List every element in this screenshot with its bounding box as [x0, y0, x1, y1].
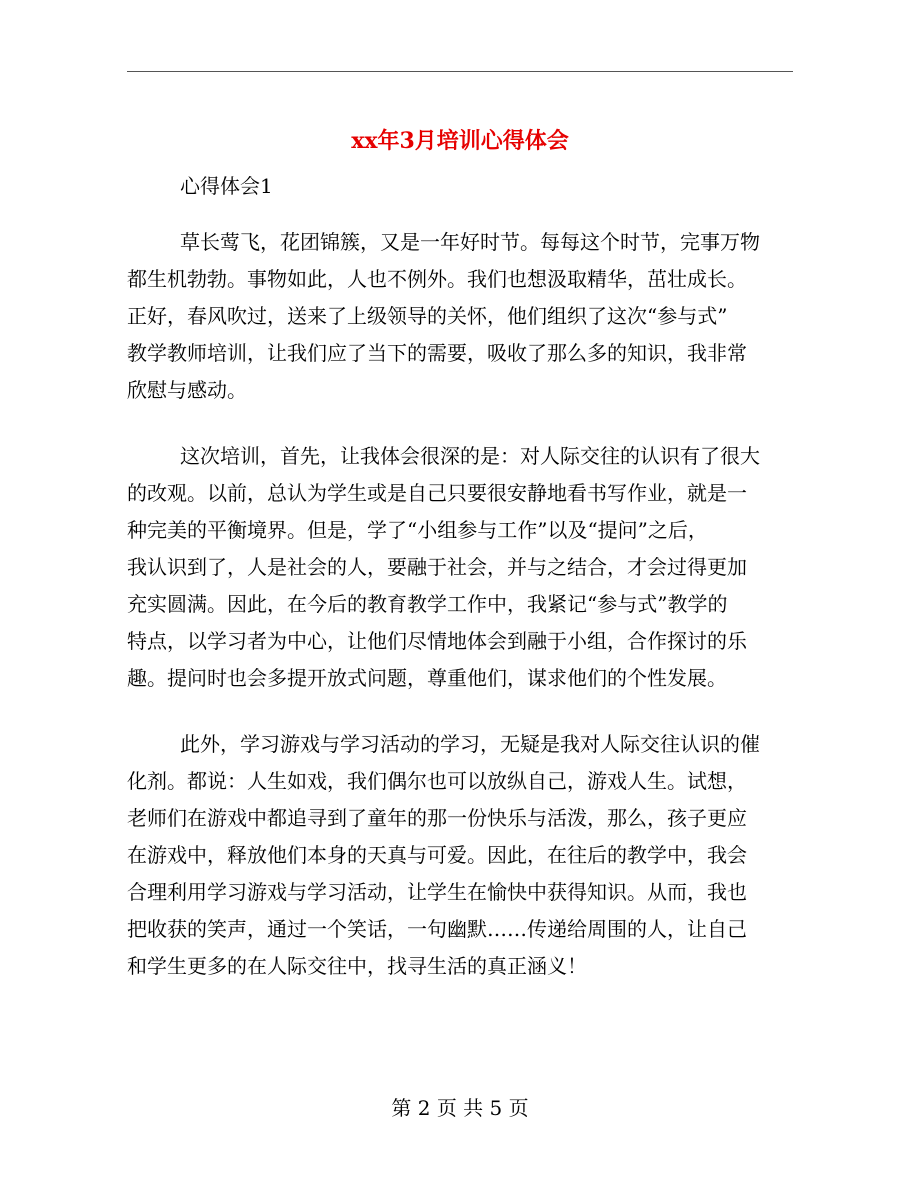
paragraph-3 — [127, 726, 793, 985]
paragraph-line: 合理利用学习游戏与学习活动，让学生在愉快中获得知识。从而，我也 — [127, 880, 747, 904]
header-rule — [127, 71, 793, 72]
paragraph-1 — [127, 224, 793, 409]
paragraph-line: 这次培训，首先，让我体会很深的是：对人际交往的认识有了很大 — [180, 444, 760, 468]
paragraph-line: 在游戏中，释放他们本身的天真与可爱。因此，在往后的教学中，我会 — [127, 843, 747, 867]
paragraph-line: 欣慰与感动。 — [127, 378, 247, 402]
paragraph-line: 我认识到了，人是社会的人，要融于社会，并与之结合，才会过得更加 — [127, 555, 747, 579]
paragraph-2 — [127, 438, 793, 697]
page-number-footer: 第 2 页 共 5 页 — [391, 1096, 529, 1120]
paragraph-line: 充实圆满。因此，在今后的教育教学工作中，我紧记“参与式”教学的 — [127, 592, 728, 616]
paragraph-line: 都生机勃勃。事物如此，人也不例外。我们也想汲取精华，茁壮成长。 — [127, 267, 747, 291]
paragraph-line: 教学教师培训，让我们应了当下的需要，吸收了那么多的知识，我非常 — [127, 341, 747, 365]
paragraph-line: 特点，以学习者为中心，让他们尽情地体会到融于小组，合作探讨的乐 — [127, 629, 747, 653]
paragraph-line: 和学生更多的在人际交往中，找寻生活的真正涵义！ — [127, 954, 587, 978]
document-body — [127, 169, 793, 985]
paragraph-line: 的改观。以前，总认为学生或是自己只要很安静地看书写作业，就是一 — [127, 481, 747, 505]
paragraph-line: 种完美的平衡境界。但是，学了“小组参与工作”以及“提问”之后， — [127, 518, 708, 542]
document-title: xx年3月培训心得体会 — [351, 127, 569, 154]
paragraph-line: 草长莺飞，花团锦簇，又是一年好时节。每每这个时节，完事万物 — [180, 230, 760, 254]
section-heading: 心得体会1 — [180, 174, 273, 198]
paragraph-line: 趣。提问时也会多提开放式问题，尊重他们，谋求他们的个性发展。 — [127, 666, 727, 690]
paragraph-line: 此外，学习游戏与学习活动的学习，无疑是我对人际交往认识的催 — [180, 732, 760, 756]
paragraph-line: 正好，春风吹过，送来了上级领导的关怀，他们组织了这次“参与式” — [127, 304, 728, 328]
paragraph-line: 把收获的笑声，通过一个笑话，一句幽默……传递给周围的人，让自己 — [127, 917, 747, 941]
paragraph-line: 化剂。都说：人生如戏，我们偶尔也可以放纵自己，游戏人生。试想， — [127, 769, 747, 793]
paragraph-line: 老师们在游戏中都追寻到了童年的那一份快乐与活泼，那么，孩子更应 — [127, 806, 747, 830]
